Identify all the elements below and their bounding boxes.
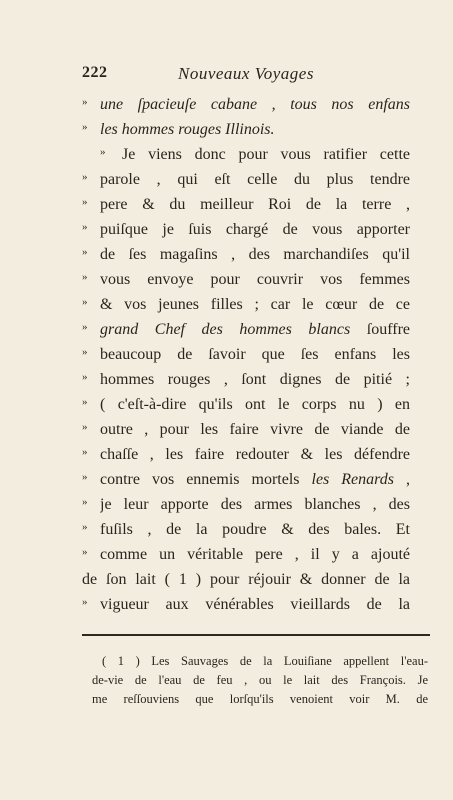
line-text: hommes rouges , ſont dignes de pitié ; (100, 371, 410, 388)
quote-mark: » (82, 546, 88, 558)
line-text: ( c'eſt-à-dire qu'ils ont le corps nu ) en (100, 396, 410, 413)
quote-mark: » (82, 596, 88, 608)
text-line (0, 592, 453, 617)
text-line (0, 467, 453, 492)
quote-mark: » (82, 196, 88, 208)
quote-mark: » (82, 321, 88, 333)
quote-mark: » (82, 271, 88, 283)
quote-mark: » (82, 121, 88, 133)
quote-mark: » (82, 446, 88, 458)
quote-mark: » (82, 296, 88, 308)
quote-mark: » (82, 471, 88, 483)
text-line (0, 317, 453, 342)
line-text: vous envoye pour couvrir vos femmes (100, 271, 410, 288)
quote-mark: » (82, 521, 88, 533)
line-text: les hommes rouges Illinois. (100, 121, 275, 138)
text-line (0, 492, 453, 517)
quote-mark: » (82, 246, 88, 258)
text-line (0, 217, 453, 242)
line-text: grand Chef des hommes blancs ſouffre (100, 321, 410, 338)
running-title: Nouveaux Voyages (178, 64, 314, 83)
quote-mark: » (82, 396, 88, 408)
italic-phrase: les Renards (311, 471, 395, 488)
footnote (92, 652, 428, 709)
line-text: de ſes magaſins , des marchandiſes qu'il (100, 246, 410, 263)
line-text: une ſpacieuſe cabane , tous nos enfans (100, 96, 410, 113)
quote-mark: » (82, 171, 88, 183)
line-text: je leur apporte des armes blanches , des (100, 496, 410, 513)
text-line (0, 267, 453, 292)
text-line (0, 167, 453, 192)
text-line (0, 517, 453, 542)
quote-mark: » (82, 96, 88, 108)
quote-mark: » (82, 346, 88, 358)
quote-mark: » (82, 421, 88, 433)
footnote-line: de-vie de l'eau de feu , ou le lait des François. Je (92, 673, 428, 687)
line-text: Je viens donc pour vous ratifier cette (122, 146, 410, 163)
text-line (0, 242, 453, 267)
footnote-line: ( 1 ) Les Sauvages de la Louiſiane appellent l'eau- (102, 654, 428, 668)
quote-mark: » (100, 146, 106, 158)
footnote-line: me reſſouviens que lorſqu'ils venoient voir M. de (92, 692, 428, 706)
quote-mark: » (82, 371, 88, 383)
line-text: chaſſe , les faire redouter & les défendre (100, 446, 410, 463)
line-text: outre , pour les faire vivre de viande de (100, 421, 410, 438)
text-line (0, 442, 453, 467)
line-text: parole , qui eſt celle du plus tendre (100, 171, 410, 188)
text-line (0, 367, 453, 392)
text-line (0, 567, 453, 592)
text-line (0, 292, 453, 317)
italic-phrase: grand Chef des hommes blancs (100, 321, 351, 338)
line-text: vigueur aux vénérables vieillards de la (100, 596, 410, 613)
quote-mark: » (82, 496, 88, 508)
page-header (82, 64, 382, 88)
text-line (0, 542, 453, 567)
line-text: pere & du meilleur Roi de la terre , (100, 196, 410, 213)
footnote-rule (82, 634, 430, 636)
line-text: comme un véritable pere , il y a ajouté (100, 546, 410, 563)
line-text: beaucoup de ſavoir que ſes enfans les (100, 346, 410, 363)
text-line (0, 117, 453, 142)
text-line (0, 192, 453, 217)
line-text: puiſque je ſuis chargé de vous apporter (100, 221, 410, 238)
line-text: contre vos ennemis mortels les Renards , (100, 471, 410, 488)
text-line (0, 142, 453, 167)
quote-mark: » (82, 221, 88, 233)
text-line (0, 92, 453, 117)
text-line (0, 417, 453, 442)
line-text: de ſon lait ( 1 ) pour réjouir & donner de la (82, 571, 410, 588)
text-line (0, 392, 453, 417)
text-line (0, 342, 453, 367)
page-number: 222 (82, 64, 108, 81)
line-text: fuſils , de la poudre & des bales. Et (100, 521, 410, 538)
line-text: & vos jeunes filles ; car le cœur de ce (100, 296, 410, 313)
